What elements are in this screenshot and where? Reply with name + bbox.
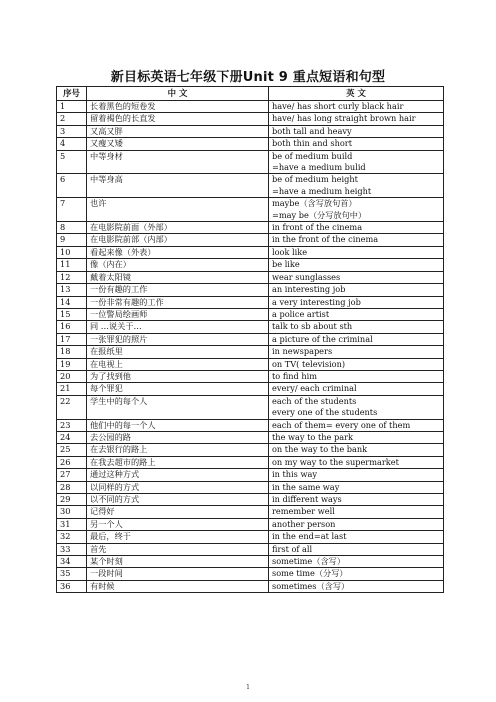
row-number: 25: [57, 444, 87, 456]
table-row: [57, 543, 444, 555]
english-phrase-cell: [269, 271, 444, 283]
chinese-phrase: 戴着太阳镜: [87, 271, 269, 283]
document-title: 新目标英语七年级下册Unit 9 重点短语和句型: [110, 70, 386, 85]
english-phrase: in the same way: [272, 481, 340, 492]
table-row: [57, 125, 444, 137]
chinese-phrase: 又瘦又矮: [87, 138, 269, 150]
row-number: 27: [57, 469, 87, 481]
english-phrase: remember well: [272, 506, 335, 517]
row-number: 29: [57, 494, 87, 506]
english-phrase: talk to sb about sth: [272, 321, 353, 332]
english-phrase: to find him: [272, 370, 318, 381]
row-number: 34: [57, 556, 87, 568]
chinese-phrase: 在电视上: [87, 358, 269, 370]
row-number: 20: [57, 370, 87, 382]
row-number: 9: [57, 234, 87, 246]
chinese-phrase: 像（内在）: [87, 259, 269, 271]
row-number: 31: [57, 518, 87, 530]
row-number: 36: [57, 580, 87, 592]
row-number: 3: [57, 125, 87, 137]
english-phrase: wear sunglasses: [272, 271, 341, 282]
table-row: [57, 395, 444, 419]
english-phrase-cell: [269, 113, 444, 125]
english-phrase: another person: [272, 518, 336, 529]
chinese-phrase: 通过这种方式: [87, 469, 269, 481]
table-row: [57, 138, 444, 150]
english-phrase: a very interesting job: [272, 296, 361, 307]
english-phrase: every/ each criminal: [272, 383, 357, 394]
english-phrase: a picture of the criminal: [272, 333, 373, 344]
row-number: 19: [57, 358, 87, 370]
header-num: 序号: [57, 87, 87, 101]
chinese-phrase: 一张罪犯的照片: [87, 333, 269, 345]
table-row: [57, 101, 444, 113]
table-body: [57, 101, 444, 593]
row-number: 14: [57, 296, 87, 308]
english-phrase: in front of the cinema: [272, 222, 363, 233]
english-phrase-cell: [269, 358, 444, 370]
chinese-phrase: 留着褐色的长直发: [87, 113, 269, 125]
english-phrase-cell: [269, 395, 444, 419]
chinese-phrase: 一位警局绘画师: [87, 308, 269, 320]
row-number: 16: [57, 321, 87, 333]
english-phrase-cell: [269, 296, 444, 308]
english-phrase-cell: [269, 444, 444, 456]
table-row: [57, 198, 444, 222]
row-number: 8: [57, 222, 87, 234]
row-number: 28: [57, 481, 87, 493]
table-row: [57, 296, 444, 308]
table-row: [57, 568, 444, 580]
english-phrase-cell: [269, 431, 444, 443]
chinese-phrase: 某个时刻: [87, 556, 269, 568]
chinese-phrase: 中等身材: [87, 150, 269, 174]
english-phrase-cell: [269, 101, 444, 113]
table-row: [57, 580, 444, 592]
chinese-phrase: 另一个人: [87, 518, 269, 530]
row-number: 7: [57, 198, 87, 222]
chinese-phrase: 一份有趣的工作: [87, 284, 269, 296]
header-english: 英 文: [269, 87, 444, 101]
english-phrase-cell: [269, 333, 444, 345]
english-phrase-cell: [269, 125, 444, 137]
row-number: 18: [57, 346, 87, 358]
english-phrase: each of them= every one of them: [272, 419, 411, 430]
table-row: [57, 370, 444, 382]
english-phrase-cell: [269, 198, 444, 222]
english-phrase: =may be（分写放句中）: [272, 209, 367, 220]
row-number: 15: [57, 308, 87, 320]
table-row: [57, 308, 444, 320]
english-phrase-cell: [269, 150, 444, 174]
row-number: 5: [57, 150, 87, 174]
chinese-phrase: 记得好: [87, 506, 269, 518]
table-row: [57, 333, 444, 345]
table-row: [57, 234, 444, 246]
row-number: 26: [57, 456, 87, 468]
english-phrase-cell: [269, 568, 444, 580]
english-phrase: some time（分写）: [272, 568, 348, 579]
chinese-phrase: 学生中的每个人: [87, 395, 269, 419]
table-row: [57, 556, 444, 568]
table-row: [57, 150, 444, 174]
table-row: [57, 383, 444, 395]
table-row: [57, 222, 444, 234]
table-row: [57, 494, 444, 506]
english-phrase-cell: [269, 531, 444, 543]
row-number: 11: [57, 259, 87, 271]
chinese-phrase: 一份非常有趣的工作: [87, 296, 269, 308]
english-phrase: sometimes（含写）: [272, 580, 350, 591]
table-row: [57, 506, 444, 518]
chinese-phrase: 每个罪犯: [87, 383, 269, 395]
english-phrase-cell: [269, 370, 444, 382]
english-phrase: first of all: [272, 543, 313, 554]
chinese-phrase: 在去银行的路上: [87, 444, 269, 456]
english-phrase-cell: [269, 246, 444, 258]
english-phrase: in the end=at last: [272, 531, 347, 542]
row-number: 10: [57, 246, 87, 258]
english-phrase: =have a medium height: [272, 185, 372, 196]
table-row: [57, 271, 444, 283]
chinese-phrase: 在我去超市的路上: [87, 456, 269, 468]
table-row: [57, 113, 444, 125]
english-phrase: each of the students: [272, 395, 357, 406]
table-row: [57, 174, 444, 198]
table-header-row: [57, 87, 444, 101]
chinese-phrase: 同 …说关于…: [87, 321, 269, 333]
english-phrase-cell: [269, 518, 444, 530]
page-number: 1: [246, 684, 250, 691]
english-phrase-cell: [269, 506, 444, 518]
table-row: [57, 444, 444, 456]
english-phrase: in newspapers: [272, 346, 333, 357]
english-phrase-cell: [269, 419, 444, 431]
english-phrase: the way to the park: [272, 431, 353, 442]
chinese-phrase: 最后，终于: [87, 531, 269, 543]
row-number: 23: [57, 419, 87, 431]
english-phrase: have/ has short curly black hair: [272, 101, 404, 111]
english-phrase: a police artist: [272, 308, 330, 319]
english-phrase-cell: [269, 346, 444, 358]
english-phrase-cell: [269, 138, 444, 150]
row-number: 17: [57, 333, 87, 345]
table-row: [57, 518, 444, 530]
chinese-phrase: 又高又胖: [87, 125, 269, 137]
chinese-phrase: 在电影院前部（内部）: [87, 234, 269, 246]
row-number: 35: [57, 568, 87, 580]
english-phrase: sometime（含写）: [272, 556, 346, 567]
english-phrase: every one of the students: [272, 407, 378, 418]
english-phrase: maybe（含写放句首）: [272, 198, 357, 209]
english-phrase: be of medium height: [272, 174, 358, 185]
row-number: 13: [57, 284, 87, 296]
table-row: [57, 284, 444, 296]
table-row: [57, 246, 444, 258]
chinese-phrase: 也许: [87, 198, 269, 222]
english-phrase-cell: [269, 234, 444, 246]
english-phrase-cell: [269, 383, 444, 395]
english-phrase: =have a medium bulid: [272, 162, 366, 173]
row-number: 1: [57, 101, 87, 113]
chinese-phrase: 在电影院前面（外部）: [87, 222, 269, 234]
chinese-phrase: 一段时间: [87, 568, 269, 580]
chinese-phrase: 以不同的方式: [87, 494, 269, 506]
row-number: 22: [57, 395, 87, 419]
english-phrase: in this way: [272, 469, 317, 480]
english-phrase-cell: [269, 259, 444, 271]
english-phrase-cell: [269, 308, 444, 320]
english-phrase-cell: [269, 174, 444, 198]
chinese-phrase: 在报纸里: [87, 346, 269, 358]
english-phrase-cell: [269, 543, 444, 555]
table-row: [57, 456, 444, 468]
chinese-phrase: 有时候: [87, 580, 269, 592]
english-phrase: both thin and short: [272, 138, 353, 149]
chinese-phrase: 去公园的路: [87, 431, 269, 443]
table-row: [57, 346, 444, 358]
row-number: 12: [57, 271, 87, 283]
phrase-table: [56, 86, 444, 593]
chinese-phrase: 他们中的每一个人: [87, 419, 269, 431]
english-phrase: in the front of the cinema: [272, 234, 379, 245]
english-phrase-cell: [269, 481, 444, 493]
english-phrase: on the way to the bank: [272, 444, 368, 455]
english-phrase-cell: [269, 469, 444, 481]
english-phrase: have/ has long straight brown hair: [272, 113, 416, 124]
chinese-phrase: 以同样的方式: [87, 481, 269, 493]
english-phrase-cell: [269, 556, 444, 568]
row-number: 2: [57, 113, 87, 125]
english-phrase-cell: [269, 284, 444, 296]
english-phrase: on TV( television): [272, 358, 346, 369]
row-number: 21: [57, 383, 87, 395]
chinese-phrase: 中等身高: [87, 174, 269, 198]
table-row: [57, 531, 444, 543]
row-number: 6: [57, 174, 87, 198]
table-row: [57, 431, 444, 443]
chinese-phrase: 首先: [87, 543, 269, 555]
english-phrase: be of medium build: [272, 150, 353, 161]
table-row: [57, 321, 444, 333]
row-number: 24: [57, 431, 87, 443]
english-phrase-cell: [269, 580, 444, 592]
chinese-phrase: 看起来像（外表）: [87, 246, 269, 258]
chinese-phrase: 长着黑色的短卷发: [87, 101, 269, 113]
table-row: [57, 419, 444, 431]
table-row: [57, 358, 444, 370]
english-phrase-cell: [269, 222, 444, 234]
table-row: [57, 259, 444, 271]
english-phrase-cell: [269, 494, 444, 506]
row-number: 33: [57, 543, 87, 555]
english-phrase: both tall and heavy: [272, 125, 352, 136]
row-number: 30: [57, 506, 87, 518]
table-row: [57, 469, 444, 481]
english-phrase: be like: [272, 259, 300, 270]
row-number: 4: [57, 138, 87, 150]
english-phrase: look like: [272, 246, 308, 257]
header-chinese: 中 文: [87, 87, 269, 101]
table-row: [57, 481, 444, 493]
english-phrase-cell: [269, 321, 444, 333]
row-number: 32: [57, 531, 87, 543]
english-phrase: in different ways: [272, 494, 342, 504]
english-phrase: on my way to the supermarket: [272, 456, 399, 467]
chinese-phrase: 为了找到他: [87, 370, 269, 382]
english-phrase-cell: [269, 456, 444, 468]
english-phrase: an interesting job: [272, 284, 346, 295]
